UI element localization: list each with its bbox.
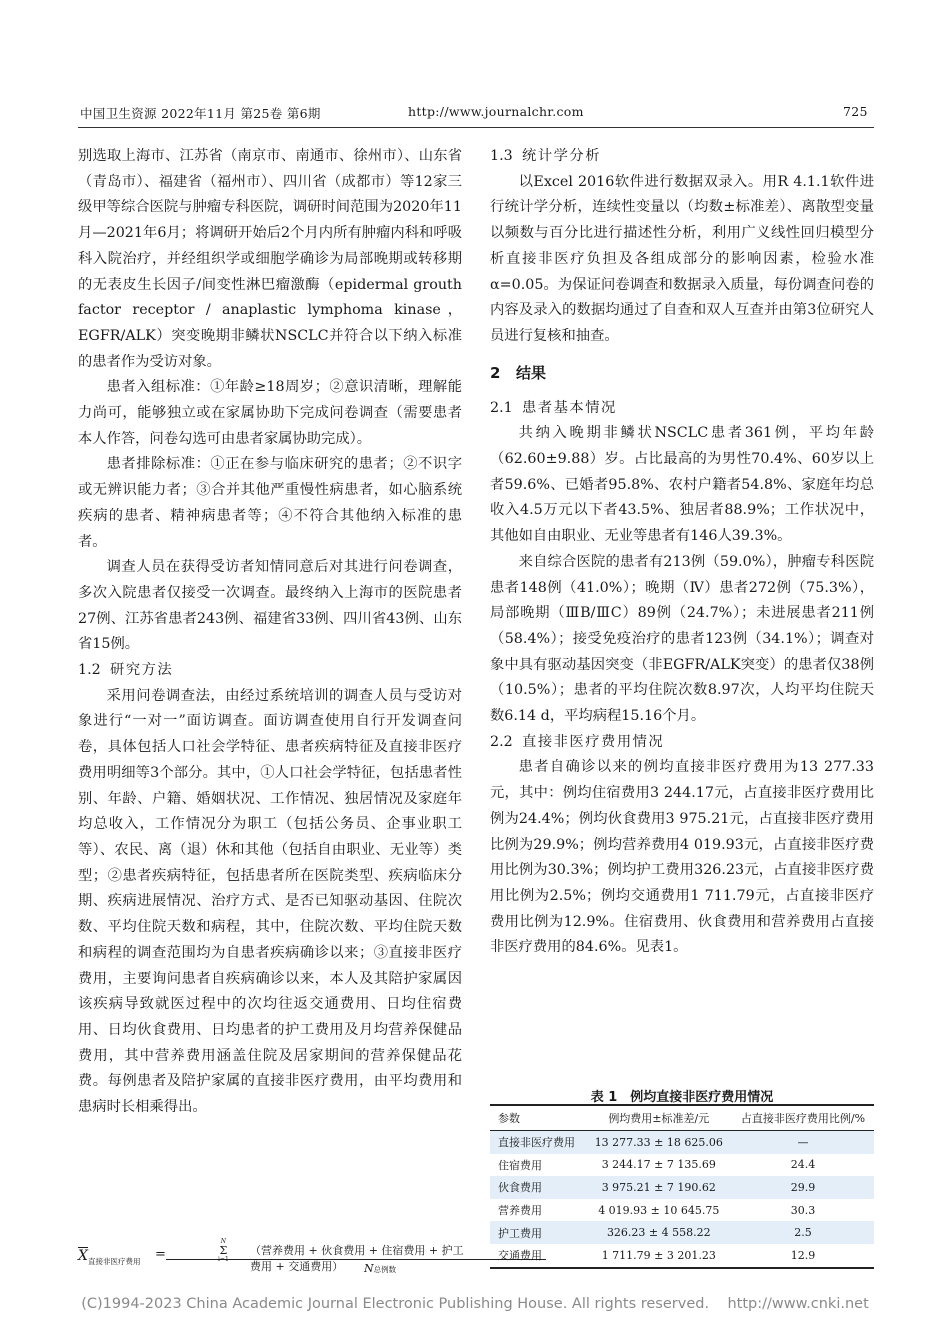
formula-x: $\overline{X}$ (78, 1248, 88, 1264)
paragraph: 患者入组标准：①年龄≥18周岁；②意识清晰，理解能力尚可，能够独立或在家属协助下完成问卷调查（需要患者本人作答，问卷勾选可由患者家属协助完成）。 (78, 379, 462, 447)
table-header: 参数 (498, 1112, 520, 1125)
page-number: 725 (843, 104, 868, 119)
formula-sum (218, 1238, 229, 1264)
section-title: 统计学分析 (522, 148, 602, 164)
table-cell: — (732, 1131, 874, 1154)
table-cell: 3 975.21 ± 7 190.62 (586, 1176, 732, 1199)
section-heading-1-2 (78, 658, 462, 684)
table-cell: 12.9 (790, 1248, 816, 1262)
section-title: 患者基本情况 (522, 399, 617, 416)
sum-top: N (220, 1238, 226, 1245)
denominator-symbol: N (364, 1262, 374, 1275)
table-cell: 2.5 (732, 1221, 874, 1244)
table-row (490, 1154, 874, 1177)
formula-numerator: （营养费用 + 伙食费用 + 住宿费用 + 护工费用 + 交通费用） (250, 1244, 464, 1273)
paragraph: 调查人员在获得受访者知情同意后对其进行问卷调查，多次入院患者仅接受一次调查。最终纳入上海市的医院患者27例、江苏省患者243例、福建省33例、四川省43例、山东省15例。 (78, 559, 462, 653)
table-cell: 326.23 ± 4 558.22 (586, 1221, 732, 1244)
section-heading-2-1 (490, 396, 874, 422)
formula-x-subscript: 直接非医疗费用 (88, 1257, 141, 1266)
table-cell: 30.3 (790, 1203, 816, 1217)
section-heading-2-2 (490, 730, 874, 756)
cost-formula (78, 1238, 468, 1278)
table-header: 占直接非医疗费用比例/% (740, 1112, 866, 1125)
table-cell: 24.4 (790, 1158, 816, 1172)
table-header-row (490, 1105, 874, 1131)
formula-denominator (364, 1262, 396, 1275)
table-cell: 3 244.17 ± 7 135.69 (601, 1158, 716, 1172)
table-cell: 直接非医疗费用 (490, 1131, 586, 1154)
table-cell: 1 711.79 ± 3 201.23 (601, 1248, 716, 1262)
section-number: 2 (490, 363, 501, 382)
copyright-footer: (C)1994-2023 China Academic Journal Electronic Publishing House. All rights reserved. http://www.cnki.net (81, 1296, 869, 1312)
left-column (78, 144, 462, 1121)
sum-bottom (218, 1256, 229, 1264)
formula-equals: = (155, 1247, 166, 1262)
table-row (490, 1176, 874, 1199)
table-row (490, 1131, 874, 1154)
table-cell: 4 019.93 ± 10 645.75 (598, 1203, 720, 1217)
journal-header: 中国卫生资源 2022年11月 第25卷 第6期 (80, 106, 321, 121)
paragraph: 以Excel 2016软件进行数据双录入。用R 4.1.1软件进行统计学分析，连续性变量以（均数±标准差）、离散型变量以频数与百分比进行描述性分析，利用广义线性回归模型分析直接非医疗负担及各组成部分的影响因素，检验水准α=0.05。为保证问卷调查和数据录入质量，每份调查问卷的内容及录入的数据均通过了自查和双人互查并由第3位研究人员进行复核和抽查。 (490, 173, 874, 344)
section-heading-1-3 (490, 144, 874, 170)
denominator-subscript: 总例数 (373, 1265, 397, 1274)
section-number: 2.2 (490, 733, 513, 750)
table-cell: 营养费用 (498, 1204, 542, 1218)
table-cell: 护工费用 (490, 1221, 586, 1244)
table-cell: 13 277.33 ± 18 625.06 (586, 1131, 732, 1154)
paragraph: 患者自确诊以来的例均直接非医疗费用为13 277.33元，其中：例均住宿费用3 244.17元，占直接非医疗费用比例为24.4%；例均伙食费用3 975.21元，占直接非医疗费用比例为29.9%；例均营养费用4 019.93元，占直接非医疗费用比例为30.3%；例均护工费用326.23元，占直接非医疗费用比例为2.5%；例均交通费用1 711.79元，占直接非医疗费用比例为12.9%。住宿费用、伙食费用和营养费用占直接非医疗费用的84.6%。见表1。 (490, 759, 874, 956)
section-title: 研究方法 (110, 662, 174, 679)
paragraph: 采用问卷调查法，由经过系统培训的调查人员与受访对象进行“一对一”面访调查。面访调查使用自行开发调查问卷，具体包括人口社会学特征、患者疾病特征及直接非医疗费用明细等3个部分。其中，①人口社会学特征，包括患者性别、年龄、户籍、婚姻状况、工作情况、独居情况及家庭年均总收入，工作情况分为职工（包括公务员、企事业职工等）、农民、离（退）休和其他（包括自由职业、无业等）类型；②患者疾病特征，包括患者所在医院类型、疾病临床分期、疾病进展情况、治疗方式、是否已知驱动基因、住院次数、平均住院天数和病程，其中，住院次数、平均住院天数和病程的调查范围均为自患者疾病确诊以来；③直接非医疗费用，主要询问患者自疾病确诊以来，本人及其陪护家属因该疾病导致就医过程中的次均往返交通费用、日均住宿费用、日均伙食费用、日均患者的护工费用及月均营养保健品费用，其中营养费用涵盖住院及居家期间的营养保健品花费。每例患者及陪护家属的直接非医疗费用，由平均费用和患病时长相乘得出。 (78, 687, 462, 1116)
table-cell: 交通费用 (498, 1249, 542, 1263)
sum-sign: Σ (219, 1244, 228, 1257)
section-title: 直接非医疗费用情况 (522, 733, 665, 750)
section-number: 2.1 (490, 399, 513, 416)
paragraph: 别选取上海市、江苏省（南京市、南通市、徐州市）、山东省（青岛市）、福建省（福州市）、四川省（成都市）等12家三级甲等综合医院与肿瘤专科医院，调研时间范围为2020年11月—2021年6月；将调研开始后2个月内所有肿瘤内科和呼吸科入院治疗，并经组织学或细胞学确诊为局部晚期或转移期的无表皮生长因子/间变性淋巴瘤激酶（epidermal grouth factor receptor / anaplastic lymphoma kinase，EGFR/ALK）突变晚期非鳞状NSCLC并符合以下纳入标准的患者作为受访对象。 (78, 148, 462, 370)
section-heading-2 (490, 350, 874, 396)
paragraph: 共纳入晚期非鳞状NSCLC患者361例，平均年龄（62.60±9.88）岁。占比最高的为男性70.4%、60岁以上者59.6%、已婚者95.8%、农村户籍者54.8%、家庭年均总收入4.5万元以下者43.5%、独居者88.9%；工作状况中，其他如自由职业、无业等患者有146人39.3%。 (490, 425, 874, 545)
table-row (490, 1244, 874, 1268)
table-cell: 伙食费用 (490, 1176, 586, 1199)
section-title: 结果 (516, 363, 547, 382)
paragraph: 来自综合医院的患者有213例（59.0%），肿瘤专科医院患者148例（41.0%）；晚期（Ⅳ）患者272例（75.3%），局部晚期（ⅢB/ⅢC）89例（24.7%）；未进展患者211例（58.4%）；接受免疫治疗的患者123例（34.1%）；调查对象中具有驱动基因突变（非EGFR/ALK突变）的患者仅38例（10.5%）；患者的平均住院次数8.97次，人均平均住院天数6.14 d，平均病程15.16个月。 (490, 553, 874, 725)
section-number: 1.3 (490, 148, 513, 164)
cost-table (490, 1104, 874, 1269)
table-cell: 29.9 (732, 1176, 874, 1199)
section-number: 1.2 (78, 662, 101, 679)
paragraph: 患者排除标准：①正在参与临床研究的患者；②不识字或无辨识能力者；③合并其他严重慢性病患者，如心脑系统疾病的患者、精神病患者等；④不符合其他纳入标准的患者。 (78, 456, 462, 550)
table-header: 例均费用±标准差/元 (608, 1112, 710, 1125)
right-column (490, 144, 874, 961)
journal-url[interactable]: http://www.journalchr.com (408, 104, 584, 119)
table-cell: 住宿费用 (498, 1158, 542, 1172)
table-row (490, 1199, 874, 1222)
header-rule (78, 127, 874, 128)
table-row (490, 1221, 874, 1244)
fraction-bar (166, 1259, 546, 1260)
table-caption: 表 1 例均直接非医疗费用情况 (590, 1090, 774, 1105)
